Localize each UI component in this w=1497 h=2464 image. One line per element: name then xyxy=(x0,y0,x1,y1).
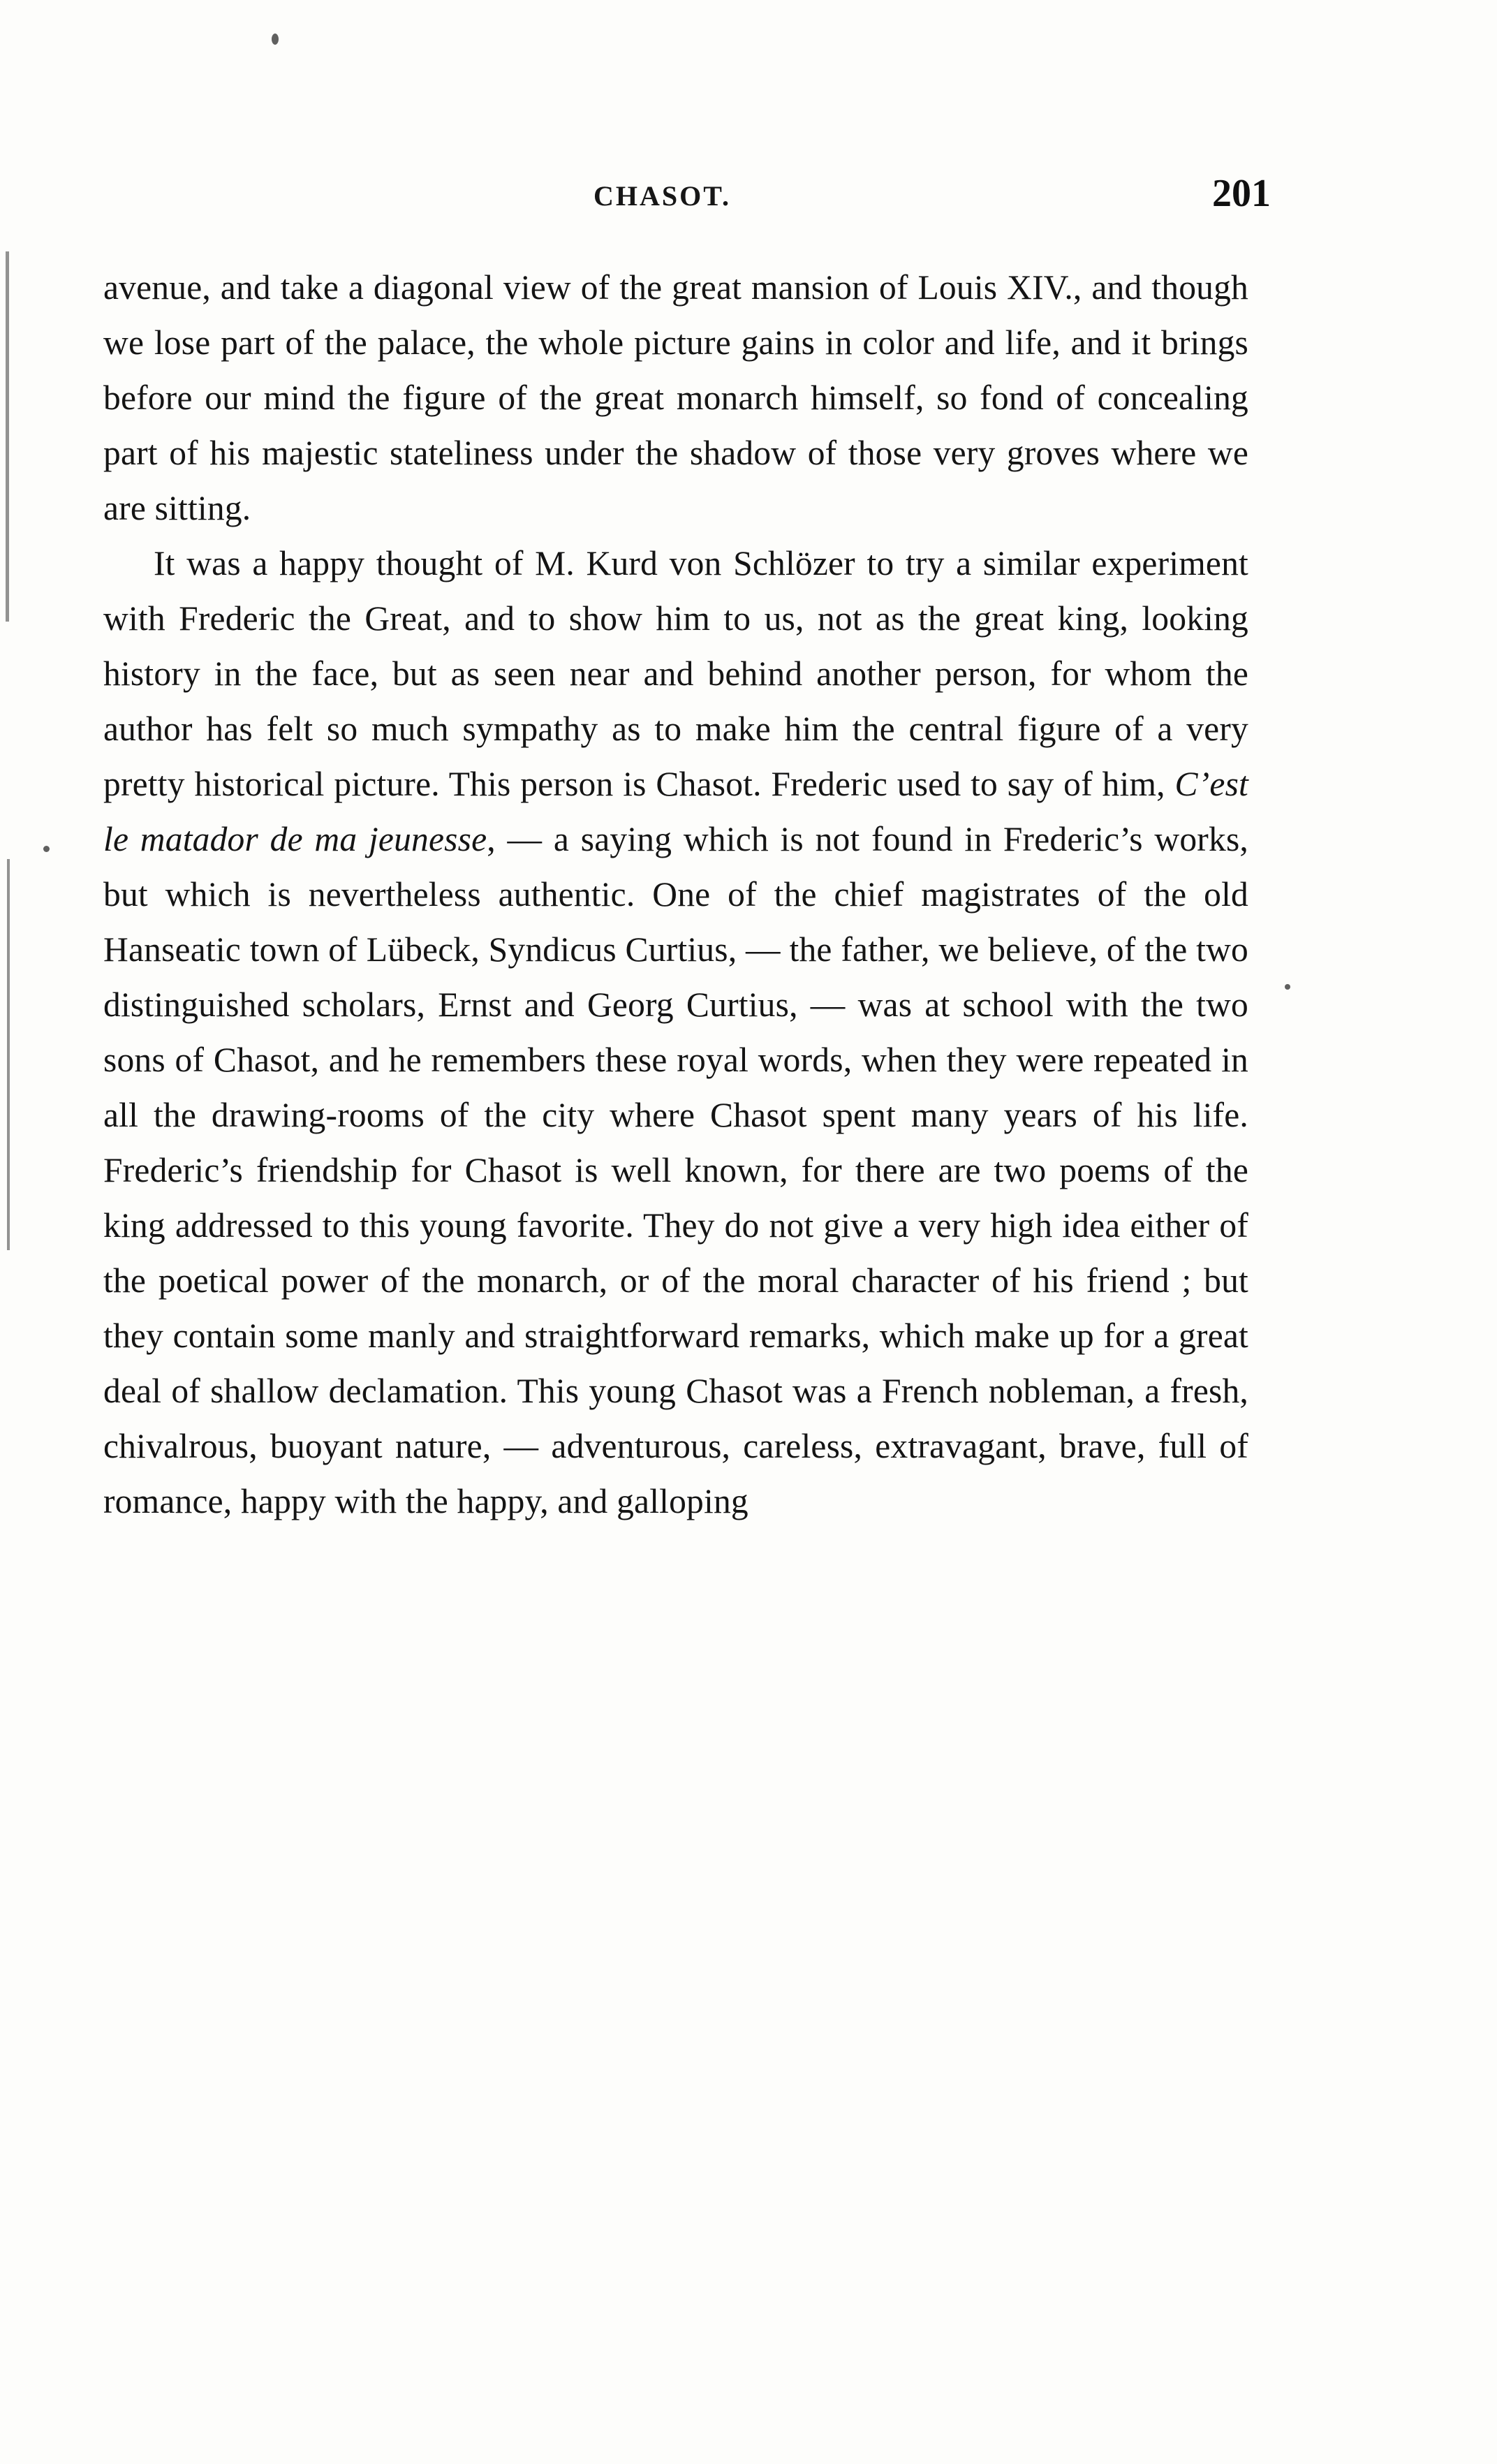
scan-speck xyxy=(43,846,50,852)
body-text xyxy=(103,260,1248,1529)
page-number: 201 xyxy=(1212,172,1271,215)
text-run: It was a happy thought of M. Kurd von Schlözer to try a similar experiment with Frederic the Great, and to show him to us, not as the great king, looking history in the face, but as seen near and behind another person, for whom the author has felt so much sympathy as to make him the central figure of a very pretty historical picture. This person is Chasot. Frederic used to say of him, xyxy=(103,544,1248,803)
paragraph xyxy=(103,260,1248,536)
scan-speck xyxy=(272,34,279,45)
scan-speck xyxy=(1285,984,1290,990)
paragraph xyxy=(103,536,1248,1529)
text-run: , — a saying which is not found in Frederic’s works, but which is nevertheless authentic. One of the chief magistrates of the old Hanseatic town of Lübeck, Syndicus Curtius, — the father, we believe, of the two distinguished scholars, Ernst and Georg Curtius, — was at school with the two sons of Chasot, and he remembers these royal words, when they were repeated in all the drawing-rooms of the city where Chasot spent many years of his life. Frederic’s friendship for Chasot is well known, for there are two poems of the king addressed to this young favorite. They do not give a very high idea either of the poetical power of the monarch, or of the moral character of his friend ; but they contain some manly and straightforward remarks, which make up for a great deal of shallow declamation. This young Chasot was a French nobleman, a fresh, chivalrous, buoyant nature, — adventurous, careless, extravagant, brave, full of romance, happy with the happy, and galloping xyxy=(103,820,1248,1520)
page-edge-mark xyxy=(7,859,10,1250)
italic-phrase: C’est le matador de ma jeunesse xyxy=(103,765,1248,858)
page-header xyxy=(209,171,1271,220)
text-run: avenue, and take a diagonal view of the great mansion of Louis XIV., and though we lose part of the palace, the whole picture gains in color and life, and it brings before our mind the figure of the great monarch himself, so fond of concealing part of his majestic stateliness under the shadow of those very groves where we are sitting. xyxy=(103,268,1248,527)
running-title: CHASOT. xyxy=(593,180,731,212)
page-edge-mark xyxy=(6,251,9,622)
